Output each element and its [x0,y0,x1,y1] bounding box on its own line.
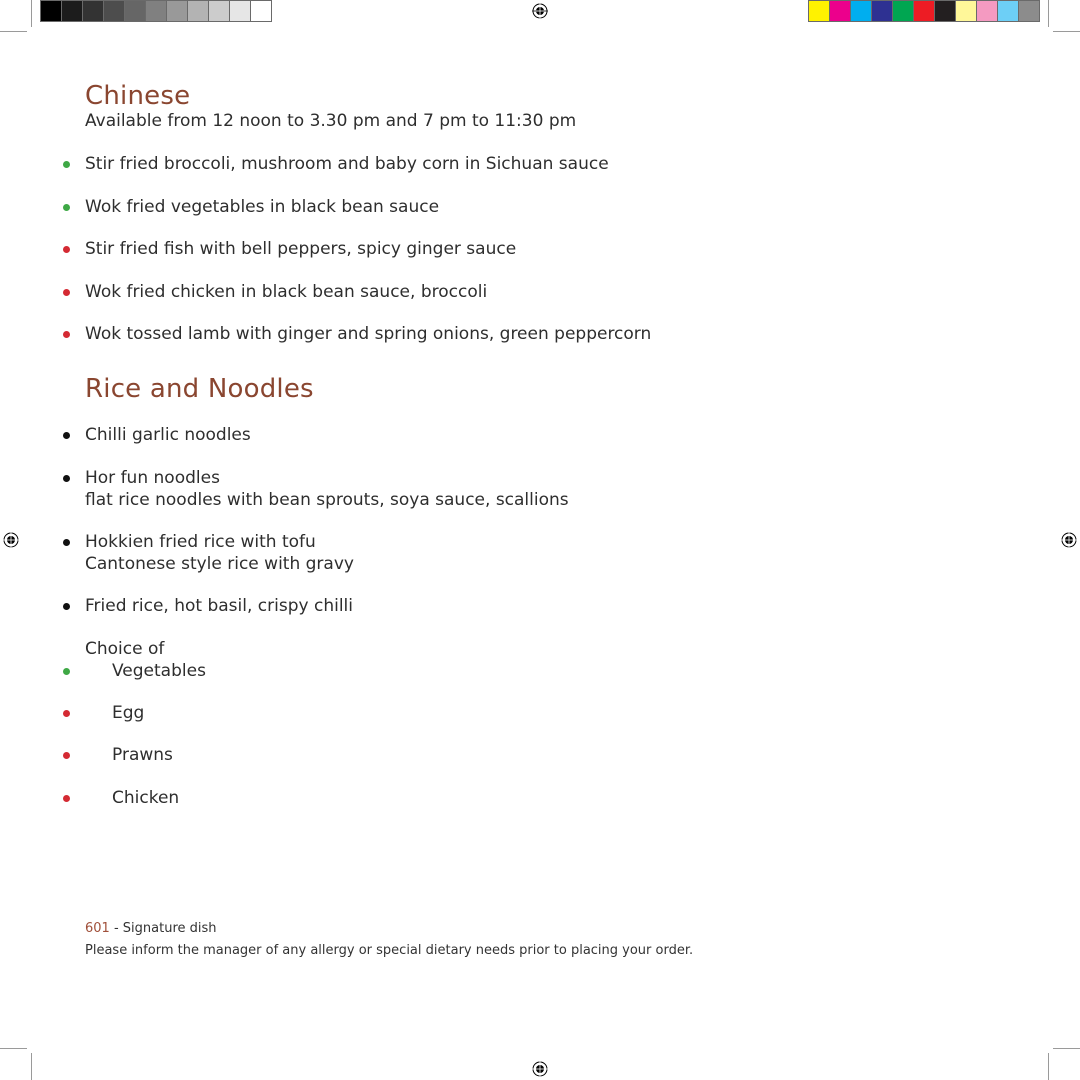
color-calibration-bar [808,0,1040,22]
section-title-rice-noodles: Rice and Noodles [85,374,314,404]
menu-item-label: Stir fried broccoli, mushroom and baby corn in Sichuan sauce [85,154,609,174]
bullet-icon [63,475,70,482]
signature-dish-note [85,921,217,936]
nonveg-indicator-icon [63,710,70,717]
nonveg-indicator-icon [63,246,70,253]
registration-mark-icon [532,3,548,19]
gray-swatch [146,1,167,21]
registration-mark-icon [532,1061,548,1077]
grayscale-calibration-bar [40,0,272,22]
crop-mark [1048,0,1049,27]
availability-text: Available from 12 noon to 3.30 pm and 7 pm to 11:30 pm [85,111,577,131]
color-swatch [893,1,914,21]
gray-swatch [167,1,188,21]
gray-swatch [209,1,230,21]
crop-mark [31,0,32,27]
menu-item-label: Stir fried fish with bell peppers, spicy ginger sauce [85,239,517,259]
choice-label: Choice of [85,639,165,659]
color-swatch [956,1,977,21]
menu-item-label: Wok tossed lamb with ginger and spring onions, green peppercorn [85,324,652,344]
menu-item-label: Chilli garlic noodles [85,425,251,445]
choice-item-label: Egg [112,703,145,723]
menu-item-label: Hokkien fried rice with tofu [85,532,316,552]
color-swatch [914,1,935,21]
color-swatch [830,1,851,21]
color-swatch [1019,1,1039,21]
menu-item-label: Hor fun noodles [85,468,220,488]
gray-swatch [188,1,209,21]
nonveg-indicator-icon [63,795,70,802]
menu-item-label: Wok fried chicken in black bean sauce, broccoli [85,282,488,302]
menu-item-label: Wok fried vegetables in black bean sauce [85,197,440,217]
crop-mark [31,1053,32,1080]
choice-item-label: Chicken [112,788,180,808]
crop-mark [1053,1048,1080,1049]
gray-swatch [230,1,251,21]
veg-indicator-icon [63,668,70,675]
allergy-note: Please inform the manager of any allergy or special dietary needs prior to placing your order. [85,943,694,958]
menu-item-description-text: flat rice noodles with bean sprouts, soya sauce, scallions [85,490,569,510]
bullet-icon [63,539,70,546]
veg-indicator-icon [63,161,70,168]
veg-indicator-icon [63,204,70,211]
nonveg-indicator-icon [63,289,70,296]
color-swatch [998,1,1019,21]
color-swatch [935,1,956,21]
choice-item-label: Prawns [112,745,173,765]
bullet-icon [63,603,70,610]
menu-item-description-text: Cantonese style rice with gravy [85,554,354,574]
gray-swatch [125,1,146,21]
registration-mark-icon [1061,532,1077,548]
color-swatch [872,1,893,21]
crop-mark [0,1048,27,1049]
choice-item-label: Vegetables [112,661,206,681]
gray-swatch [83,1,104,21]
gray-swatch [104,1,125,21]
section-title-chinese: Chinese [85,81,191,111]
crop-mark [1048,1053,1049,1080]
color-swatch [809,1,830,21]
gray-swatch [62,1,83,21]
signature-code: 601 [85,921,110,936]
crop-mark [0,31,27,32]
color-swatch [851,1,872,21]
registration-mark-icon [3,532,19,548]
signature-text: - Signature dish [109,921,217,936]
color-swatch [977,1,998,21]
nonveg-indicator-icon [63,331,70,338]
gray-swatch [41,1,62,21]
nonveg-indicator-icon [63,752,70,759]
gray-swatch [251,1,271,21]
crop-mark [1053,31,1080,32]
bullet-icon [63,432,70,439]
menu-item-label: Fried rice, hot basil, crispy chilli [85,596,353,616]
